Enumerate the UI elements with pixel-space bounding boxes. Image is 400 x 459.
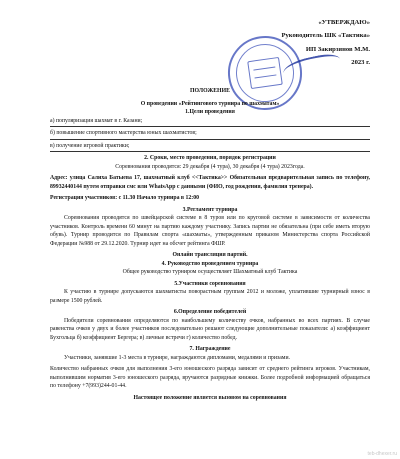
watermark: teb-dhexer.ru (367, 451, 397, 457)
online-text: Онлайн трансляция партий. (172, 252, 248, 258)
section-7-text-2: Количество набранных очков для выполнения 3-его юношеского разряда зависит от среднего рейтинга игроков. Участникам, выполнившим норматив 3-его юношеского разряда, вручаются разрядные книжки. Более подробной информацией обращаться по телефону +7(993)244-01-44. (50, 366, 370, 389)
section-6-text: Победители соревнования определяются по наибольшему количеству очков, набранных во всех партиях. В случае равенства очков у двух и более участников последовательно решают следующие дополнительные показатели: а) коэффициент Бухгольца б) коэффициент Бергера; в) личные встречи г) количество побед. (50, 317, 370, 341)
section-5-title: 5.Участники соревнования (174, 280, 246, 287)
section-5-text: К участию в турнире допускаются шахматисты поворастным группам 2012 и моложе, уплатившие турнирный взнос в размере 1500 рублей. (50, 289, 370, 304)
stamp-center-icon (247, 57, 283, 89)
address: Адрес: улица Салиха Батыева 17, шахматный клуб <<Тактика>> Обязательная предварительная запись по телефону, 89932440144 путем отправки смс или WhatsApp с данными (ФИО, год рождения, фамилия тренера). (50, 175, 370, 190)
registration: Регистрация участников: с 11.30 Начало турнира в 12:00 (50, 195, 200, 201)
goal-a: а) популяризация шахмат в г. Казани; (50, 117, 370, 128)
section-4-title: 4. Руководство проведением турнира (161, 260, 259, 267)
approval-date: 2023 г. (351, 59, 370, 67)
section-1-title: 1.Цели проведения (185, 109, 235, 115)
section-2-title: 2. Сроки, место проведения, порядок регистрации (144, 155, 276, 161)
section-7-text-1: Участники, занявшие 1-3 места в турнире, награждаются дипломами, медалями и призами. (64, 354, 291, 361)
goal-b: б) повышение спортивного мастерства юных шахматистов; (50, 129, 370, 140)
dates: Соревнования проводятся: 29 декабря (4 тура), 30 декабря (4 тура) 2023года. (115, 163, 305, 170)
goal-c: в) получение игровой практики; (50, 142, 370, 153)
document-body (50, 87, 370, 402)
section-7-title: 7. Награждение (189, 346, 231, 352)
approval-title: «УТВЕРЖДАЮ» (318, 19, 370, 26)
doc-subtitle: О проведении «Рейтингового турнира по шахматам» (140, 100, 280, 107)
approval-line-2: ИП Закирзянов М.М. (305, 45, 370, 53)
final-text: Настоящее положение является вызовом на соревнования (133, 394, 287, 401)
section-3-title: 3.Регламент турнира (182, 206, 238, 213)
approval-line-1: Руководитель ШК «Тактика» (281, 32, 370, 40)
reglament-text: Соревнования проводятся по швейцарской системе в 8 туров или по круговой системе в зависимости от количества участников. Контроль времени 60 минут на партию каждому участнику. Запись партии не обязательна (при себе иметь вторую обувь). Турнир проводится по Правилам спорта «шахматы», утвержденным приказом Министерства спорта Российской Федерации №988 от 29.12.2020. Турнир идет на обсчет рейтинга ФШР. (50, 215, 370, 247)
section-4-text: Общее руководство турниром осуществляет Шахматный клуб Тактика (122, 269, 298, 275)
doc-title: ПОЛОЖЕНИЕ (190, 88, 230, 94)
section-6-title: 6.Определение победителей (173, 309, 247, 315)
